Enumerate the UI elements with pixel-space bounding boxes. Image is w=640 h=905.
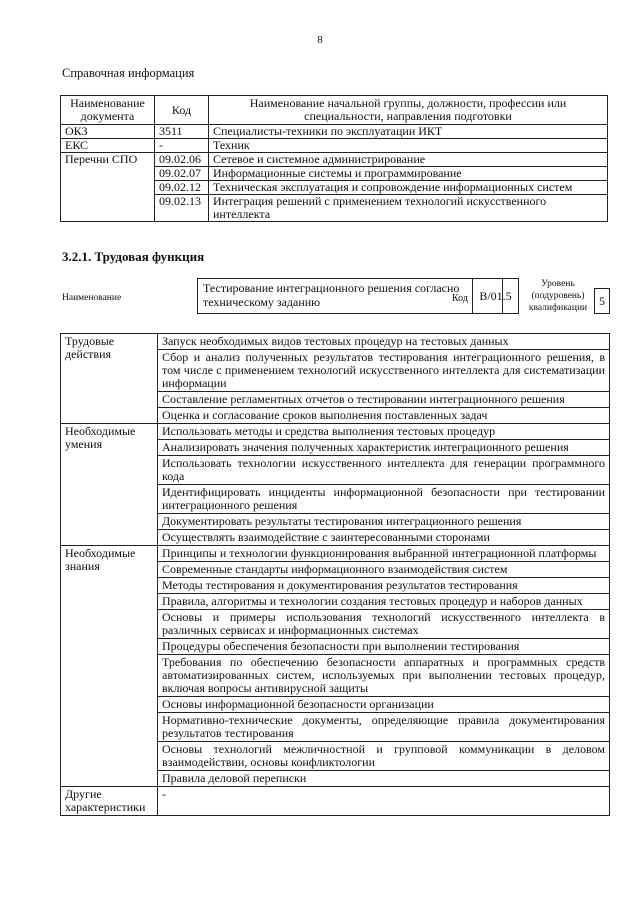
- detail-item: Идентифицировать инциденты информационной безопасности при тестировании интеграционного решения: [158, 485, 610, 514]
- reference-doc: Перечни СПО: [61, 153, 155, 222]
- detail-item: Сбор и анализ полученных результатов тестирования интеграционного решения, в том числе с применением технологий искусственного интеллекта для систематизации информации: [158, 350, 610, 392]
- reference-title: Справочная информация: [62, 66, 195, 80]
- reference-row: [61, 153, 608, 167]
- function-code: B/01.5: [472, 278, 519, 314]
- detail-item: Оценка и согласование сроков выполнения поставленных задач: [158, 408, 610, 424]
- reference-name: Специалисты-техники по эксплуатации ИКТ: [209, 125, 608, 139]
- reference-header-row: [61, 96, 608, 125]
- group-label: Необходимые умения: [61, 424, 158, 546]
- detail-item: Запуск необходимых видов тестовых процедур на тестовых данных: [158, 334, 610, 350]
- reference-code: 09.02.06: [155, 153, 209, 167]
- detail-item: Составление регламентных отчетов о тестировании интеграционного решения: [158, 392, 610, 408]
- detail-item: Требования по обеспечению безопасности аппаратных и программных средств автоматизированных систем, используемых при выполнении тестовых процедур, включая вопросы антивирусной защиты: [158, 655, 610, 697]
- level-label: Уровень (подуровень) квалификации: [528, 279, 588, 313]
- reference-code: 09.02.13: [155, 195, 209, 222]
- reference-row: [61, 139, 608, 153]
- detail-item: Правила, алгоритмы и технологии создания тестовых процедур и наборов данных: [158, 594, 610, 610]
- detail-item: Принципы и технологии функционирования выбранной интеграционной платформы: [158, 546, 610, 562]
- function-details-table: [60, 333, 610, 816]
- detail-item: Основы информационной безопасности организации: [158, 697, 610, 713]
- detail-row: [61, 787, 610, 816]
- reference-name: Сетевое и системное администрирование: [209, 153, 608, 167]
- function-name: Тестирование интеграционного решения согласно техническому заданию: [197, 278, 503, 314]
- detail-item: Нормативно-технические документы, определяющие правила документирования результатов тестирования: [158, 713, 610, 742]
- detail-row: [61, 546, 610, 562]
- detail-item: Осуществлять взаимодействие с заинтересованными сторонами: [158, 530, 610, 546]
- group-label: Трудовые действия: [61, 334, 158, 424]
- function-header: [60, 278, 610, 318]
- detail-item: Анализировать значения полученных характеристик интеграционного решения: [158, 440, 610, 456]
- header-document: Наименование документа: [61, 96, 155, 125]
- detail-item: -: [158, 787, 610, 816]
- header-code: Код: [155, 96, 209, 125]
- reference-code: 09.02.07: [155, 167, 209, 181]
- reference-row: [61, 125, 608, 139]
- detail-item: Использовать методы и средства выполнения тестовых процедур: [158, 424, 610, 440]
- detail-item: Процедуры обеспечения безопасности при выполнении тестирования: [158, 639, 610, 655]
- reference-table: [60, 95, 608, 222]
- detail-item: Правила деловой переписки: [158, 771, 610, 787]
- reference-name: Техник: [209, 139, 608, 153]
- detail-item: Основы и примеры использования технологий искусственного интеллекта в различных сервисах и информационных системах: [158, 610, 610, 639]
- function-level: 5: [594, 288, 610, 314]
- code-label: Код: [452, 293, 468, 304]
- reference-doc: ОКЗ: [61, 125, 155, 139]
- page-number: 8: [317, 34, 323, 46]
- detail-item: Современные стандарты информационного взаимодействия систем: [158, 562, 610, 578]
- reference-code: 3511: [155, 125, 209, 139]
- reference-name: Интеграция решений с применением технологий искусственного интеллекта: [209, 195, 608, 222]
- detail-row: [61, 424, 610, 440]
- detail-item: Методы тестирования и документирования результатов тестирования: [158, 578, 610, 594]
- reference-code: 09.02.12: [155, 181, 209, 195]
- group-label: Другие характеристики: [61, 787, 158, 816]
- reference-code: -: [155, 139, 209, 153]
- name-label: Наименование: [62, 293, 122, 303]
- detail-row: [61, 334, 610, 350]
- reference-doc: ЕКС: [61, 139, 155, 153]
- header-name: Наименование начальной группы, должности, профессии или специальности, направления подготовки: [209, 96, 608, 125]
- reference-name: Техническая эксплуатация и сопровождение информационных систем: [209, 181, 608, 195]
- detail-item: Использовать технологии искусственного интеллекта для генерации программного кода: [158, 456, 610, 485]
- section-title: 3.2.1. Трудовая функция: [62, 249, 205, 264]
- reference-name: Информационные системы и программирование: [209, 167, 608, 181]
- group-label: Необходимые знания: [61, 546, 158, 787]
- detail-item: Документировать результаты тестирования интеграционного решения: [158, 514, 610, 530]
- detail-item: Основы технологий межличностной и групповой коммуникации в деловом взаимодействии, основы конфликтологии: [158, 742, 610, 771]
